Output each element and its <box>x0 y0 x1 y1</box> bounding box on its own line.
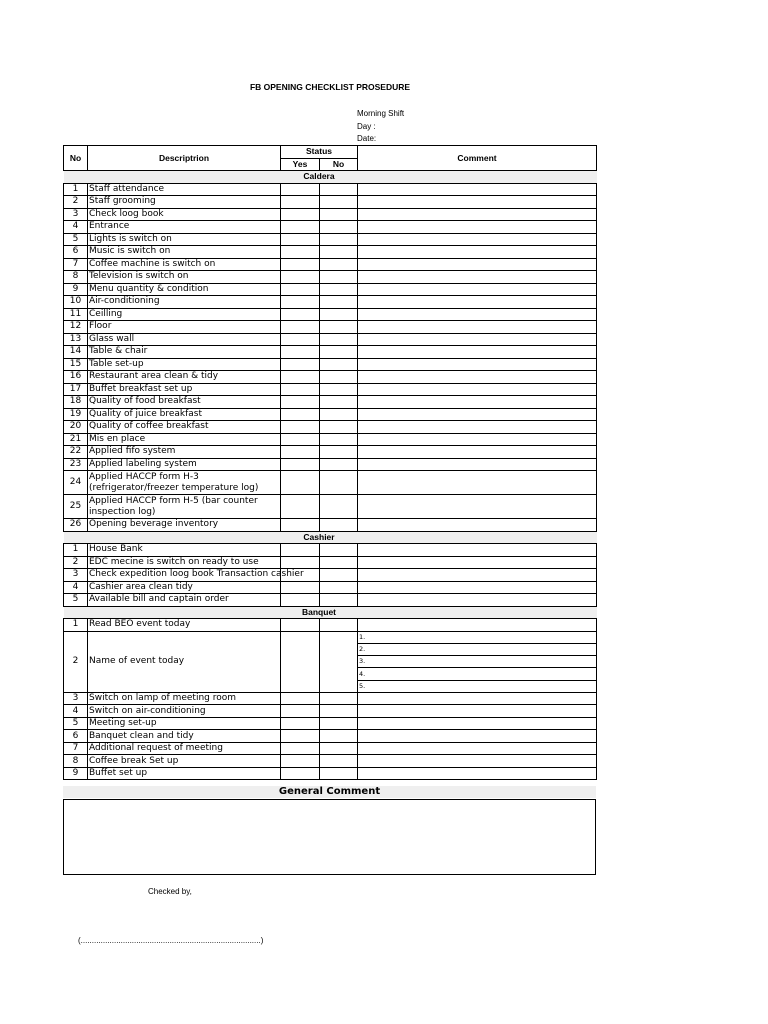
table-row <box>64 692 597 705</box>
row-number: 4 <box>64 221 88 234</box>
status-no-cell[interactable] <box>320 619 358 632</box>
status-no-cell[interactable] <box>320 308 358 321</box>
status-no-cell[interactable] <box>320 221 358 234</box>
header-comment: Comment <box>358 146 597 171</box>
row-description: Meeting set-up <box>88 717 281 730</box>
status-yes-cell[interactable] <box>281 471 320 495</box>
status-no-cell[interactable] <box>320 519 358 532</box>
comment-cell[interactable] <box>358 730 597 743</box>
status-no-cell[interactable] <box>320 196 358 209</box>
row-number: 26 <box>64 519 88 532</box>
status-no-cell[interactable] <box>320 321 358 334</box>
day-field[interactable]: Day : <box>357 121 376 131</box>
status-no-cell[interactable] <box>320 246 358 259</box>
comment-cell[interactable] <box>358 544 597 557</box>
row-number: 14 <box>64 346 88 359</box>
status-no-cell[interactable] <box>320 371 358 384</box>
status-no-cell[interactable] <box>320 283 358 296</box>
table-row <box>64 495 597 519</box>
event-comment-line[interactable]: 2. <box>358 643 597 655</box>
status-yes-cell[interactable] <box>281 271 320 284</box>
row-description: Applied fifo system <box>88 446 281 459</box>
row-number: 1 <box>64 183 88 196</box>
status-yes-cell[interactable] <box>281 705 320 718</box>
header-no: No <box>64 146 88 171</box>
section-spacer <box>358 606 597 619</box>
status-no-cell[interactable] <box>320 446 358 459</box>
row-number: 19 <box>64 408 88 421</box>
table-row <box>64 544 597 557</box>
row-number: 24 <box>64 471 88 495</box>
comment-cell[interactable] <box>358 495 597 519</box>
row-description: Glass wall <box>88 333 281 346</box>
comment-cell[interactable] <box>358 246 597 259</box>
table-row <box>64 246 597 259</box>
shift-info <box>357 108 404 146</box>
comment-cell[interactable] <box>358 705 597 718</box>
general-comment-title: General Comment <box>63 786 596 798</box>
status-no-cell[interactable] <box>320 594 358 607</box>
row-number: 13 <box>64 333 88 346</box>
status-no-cell[interactable] <box>320 717 358 730</box>
status-no-cell[interactable] <box>320 631 358 692</box>
comment-cell[interactable] <box>358 767 597 780</box>
status-no-cell[interactable] <box>320 755 358 768</box>
row-description: Applied labeling system <box>88 458 281 471</box>
table-row <box>64 333 597 346</box>
status-yes-cell[interactable] <box>281 767 320 780</box>
row-description: Mis en place <box>88 433 281 446</box>
table-row <box>64 767 597 780</box>
row-description: Television is switch on <box>88 271 281 284</box>
comment-cell[interactable] <box>358 519 597 532</box>
comment-cell[interactable] <box>358 471 597 495</box>
status-yes-cell[interactable] <box>281 408 320 421</box>
status-yes-cell[interactable] <box>281 495 320 519</box>
comment-cell[interactable] <box>358 619 597 632</box>
status-no-cell[interactable] <box>320 705 358 718</box>
status-no-cell[interactable] <box>320 544 358 557</box>
status-no-cell[interactable] <box>320 333 358 346</box>
header-no-status: No <box>320 158 358 171</box>
status-no-cell[interactable] <box>320 730 358 743</box>
row-description: Additional request of meeting <box>88 742 281 755</box>
comment-cell[interactable] <box>358 396 597 409</box>
table-row <box>64 581 597 594</box>
section-header-caldera <box>64 171 597 184</box>
row-number: 2 <box>64 196 88 209</box>
status-yes-cell[interactable] <box>281 321 320 334</box>
row-description: Floor <box>88 321 281 334</box>
status-no-cell[interactable] <box>320 458 358 471</box>
comment-cell[interactable] <box>358 346 597 359</box>
status-no-cell[interactable] <box>320 183 358 196</box>
row-number: 6 <box>64 246 88 259</box>
status-no-cell[interactable] <box>320 233 358 246</box>
comment-cell[interactable] <box>358 556 597 569</box>
status-yes-cell[interactable] <box>281 446 320 459</box>
table-row <box>64 742 597 755</box>
row-description: Table & chair <box>88 346 281 359</box>
status-yes-cell[interactable] <box>281 333 320 346</box>
row-number: 8 <box>64 755 88 768</box>
table-row <box>64 433 597 446</box>
status-no-cell[interactable] <box>320 742 358 755</box>
comment-cell[interactable] <box>358 755 597 768</box>
row-description: Check loog book <box>88 208 281 221</box>
section-spacer <box>88 171 281 184</box>
table-row <box>64 321 597 334</box>
row-number: 15 <box>64 358 88 371</box>
status-no-cell[interactable] <box>320 258 358 271</box>
event-comment-line[interactable]: 4. <box>358 668 597 680</box>
row-description: Coffee break Set up <box>88 755 281 768</box>
comment-cell[interactable] <box>358 308 597 321</box>
row-number: 4 <box>64 705 88 718</box>
row-number: 11 <box>64 308 88 321</box>
row-number: 5 <box>64 717 88 730</box>
status-yes-cell[interactable] <box>281 631 320 692</box>
row-description: Quality of food breakfast <box>88 396 281 409</box>
row-number: 3 <box>64 208 88 221</box>
event-comment-line[interactable]: 5. <box>358 680 597 692</box>
section-header-cashier <box>64 531 597 544</box>
comment-cell[interactable] <box>358 321 597 334</box>
row-number: 20 <box>64 421 88 434</box>
row-description: Table set-up <box>88 358 281 371</box>
table-row <box>64 519 597 532</box>
status-no-cell[interactable] <box>320 421 358 434</box>
comment-cell[interactable] <box>358 258 597 271</box>
row-description: EDC mecine is switch on ready to use <box>88 556 281 569</box>
section-spacer <box>64 171 88 184</box>
section-title-caldera: Caldera <box>281 171 358 184</box>
row-description: Applied HACCP form H-5 (bar counter inspection log) <box>88 495 281 519</box>
row-number: 23 <box>64 458 88 471</box>
row-number: 18 <box>64 396 88 409</box>
section-spacer <box>88 606 281 619</box>
table-row <box>64 208 597 221</box>
comment-cell[interactable] <box>358 458 597 471</box>
table-row <box>64 358 597 371</box>
row-description: Quality of juice breakfast <box>88 408 281 421</box>
header-status: Status <box>281 146 358 159</box>
row-description: Menu quantity & condition <box>88 283 281 296</box>
row-description: Quality of coffee breakfast <box>88 421 281 434</box>
row-description: Music is switch on <box>88 246 281 259</box>
comment-cell[interactable] <box>358 208 597 221</box>
status-yes-cell[interactable] <box>281 433 320 446</box>
row-description: Lights is switch on <box>88 233 281 246</box>
status-no-cell[interactable] <box>320 569 358 582</box>
status-yes-cell[interactable] <box>281 246 320 259</box>
row-number: 16 <box>64 371 88 384</box>
page-title: FB OPENING CHECKLIST PROSEDURE <box>249 82 411 92</box>
table-row <box>64 283 597 296</box>
row-description: Switch on air-conditioning <box>88 705 281 718</box>
row-description: Applied HACCP form H-3 (refrigerator/freezer temperature log) <box>88 471 281 495</box>
table-row <box>64 755 597 768</box>
row-number: 7 <box>64 258 88 271</box>
status-no-cell[interactable] <box>320 581 358 594</box>
section-spacer <box>358 531 597 544</box>
table-row <box>64 271 597 284</box>
status-no-cell[interactable] <box>320 556 358 569</box>
comment-cell[interactable] <box>358 358 597 371</box>
status-no-cell[interactable] <box>320 408 358 421</box>
table-row <box>64 569 597 582</box>
table-row <box>64 296 597 309</box>
table-row <box>64 396 597 409</box>
row-description: Read BEO event today <box>88 619 281 632</box>
row-number: 2 <box>64 556 88 569</box>
status-yes-cell[interactable] <box>281 183 320 196</box>
status-no-cell[interactable] <box>320 692 358 705</box>
status-yes-cell[interactable] <box>281 421 320 434</box>
table-row <box>64 471 597 495</box>
table-row <box>64 594 597 607</box>
row-description: Ceilling <box>88 308 281 321</box>
row-number: 21 <box>64 433 88 446</box>
status-yes-cell[interactable] <box>281 196 320 209</box>
row-number: 17 <box>64 383 88 396</box>
comment-cell[interactable] <box>358 233 597 246</box>
table-row <box>64 556 597 569</box>
table-row <box>64 258 597 271</box>
row-number: 2 <box>64 631 88 692</box>
status-no-cell[interactable] <box>320 208 358 221</box>
section-spacer <box>64 606 88 619</box>
table-row <box>64 221 597 234</box>
row-number: 7 <box>64 742 88 755</box>
comment-cell[interactable] <box>358 569 597 582</box>
comment-cell[interactable] <box>358 581 597 594</box>
table-row <box>64 371 597 384</box>
checklist-body <box>64 171 597 780</box>
comment-cell[interactable] <box>358 221 597 234</box>
table-row <box>64 183 597 196</box>
row-number: 10 <box>64 296 88 309</box>
row-description: Buffet breakfast set up <box>88 383 281 396</box>
row-description: Cashier area clean tidy <box>88 581 281 594</box>
comment-cell[interactable] <box>358 271 597 284</box>
status-yes-cell[interactable] <box>281 221 320 234</box>
comment-cell[interactable] <box>358 742 597 755</box>
table-row <box>64 196 597 209</box>
shift-label: Morning Shift <box>357 109 405 118</box>
status-yes-cell[interactable] <box>281 730 320 743</box>
status-yes-cell[interactable] <box>281 396 320 409</box>
row-number: 8 <box>64 271 88 284</box>
event-comment-line[interactable]: 1. <box>358 631 597 643</box>
row-number: 9 <box>64 767 88 780</box>
row-number: 9 <box>64 283 88 296</box>
status-yes-cell[interactable] <box>281 519 320 532</box>
comment-cell[interactable] <box>358 717 597 730</box>
row-description: Staff attendance <box>88 183 281 196</box>
section-title-cashier: Cashier <box>281 531 358 544</box>
status-yes-cell[interactable] <box>281 544 320 557</box>
row-description: Buffet set up <box>88 767 281 780</box>
row-description: House Bank <box>88 544 281 557</box>
status-yes-cell[interactable] <box>281 283 320 296</box>
row-number: 3 <box>64 692 88 705</box>
status-yes-cell[interactable] <box>281 581 320 594</box>
row-number: 4 <box>64 581 88 594</box>
row-description: Banquet clean and tidy <box>88 730 281 743</box>
row-number: 5 <box>64 233 88 246</box>
table-row <box>64 346 597 359</box>
table-row <box>64 730 597 743</box>
section-title-banquet: Banquet <box>281 606 358 619</box>
status-yes-cell[interactable] <box>281 619 320 632</box>
row-description: Coffee machine is switch on <box>88 258 281 271</box>
row-description: Restaurant area clean & tidy <box>88 371 281 384</box>
status-yes-cell[interactable] <box>281 692 320 705</box>
status-yes-cell[interactable] <box>281 371 320 384</box>
section-header-banquet <box>64 606 597 619</box>
status-no-cell[interactable] <box>320 358 358 371</box>
status-no-cell[interactable] <box>320 271 358 284</box>
status-yes-cell[interactable] <box>281 308 320 321</box>
row-description: Opening beverage inventory <box>88 519 281 532</box>
general-comment-box[interactable] <box>63 799 596 875</box>
row-description: Name of event today <box>88 631 281 692</box>
table-row <box>64 308 597 321</box>
row-description: Switch on lamp of meeting room <box>88 692 281 705</box>
row-number: 22 <box>64 446 88 459</box>
table-row <box>64 631 597 643</box>
status-yes-cell[interactable] <box>281 296 320 309</box>
table-row <box>64 717 597 730</box>
status-yes-cell[interactable] <box>281 233 320 246</box>
status-no-cell[interactable] <box>320 383 358 396</box>
table-row <box>64 383 597 396</box>
comment-cell[interactable] <box>358 383 597 396</box>
row-description: Entrance <box>88 221 281 234</box>
comment-cell[interactable] <box>358 692 597 705</box>
comment-cell[interactable] <box>358 333 597 346</box>
table-row <box>64 408 597 421</box>
comment-cell[interactable] <box>358 594 597 607</box>
row-number: 3 <box>64 569 88 582</box>
row-number: 6 <box>64 730 88 743</box>
comment-cell[interactable] <box>358 183 597 196</box>
section-spacer <box>64 531 88 544</box>
status-no-cell[interactable] <box>320 433 358 446</box>
status-yes-cell[interactable] <box>281 755 320 768</box>
table-row <box>64 619 597 632</box>
row-number: 25 <box>64 495 88 519</box>
status-yes-cell[interactable] <box>281 717 320 730</box>
comment-cell[interactable] <box>358 283 597 296</box>
row-description: Staff grooming <box>88 196 281 209</box>
checklist-table <box>63 145 597 780</box>
status-yes-cell[interactable] <box>281 258 320 271</box>
checked-by-label: Checked by, <box>148 887 192 896</box>
status-no-cell[interactable] <box>320 296 358 309</box>
row-description: Check expedition loog book Transaction cashier <box>89 569 304 580</box>
comment-cell[interactable] <box>358 296 597 309</box>
comment-cell[interactable] <box>358 446 597 459</box>
row-number: 1 <box>64 619 88 632</box>
status-no-cell[interactable] <box>320 346 358 359</box>
row-number: 12 <box>64 321 88 334</box>
header-description: Descriptrion <box>88 146 281 171</box>
date-field[interactable]: Date: <box>357 134 377 143</box>
status-yes-cell[interactable] <box>281 358 320 371</box>
table-row <box>64 421 597 434</box>
header-yes: Yes <box>281 158 320 171</box>
table-row <box>64 705 597 718</box>
status-no-cell[interactable] <box>320 767 358 780</box>
table-row <box>64 446 597 459</box>
status-yes-cell[interactable] <box>281 742 320 755</box>
status-no-cell[interactable] <box>320 471 358 495</box>
section-spacer <box>88 531 281 544</box>
status-yes-cell[interactable] <box>281 458 320 471</box>
row-description: Available bill and captain order <box>88 594 281 607</box>
comment-cell[interactable] <box>358 421 597 434</box>
table-row <box>64 233 597 246</box>
status-yes-cell[interactable] <box>281 556 320 569</box>
event-comment-line[interactable]: 3. <box>358 656 597 668</box>
status-yes-cell[interactable] <box>281 594 320 607</box>
row-number: 1 <box>64 544 88 557</box>
comment-cell[interactable] <box>358 371 597 384</box>
section-spacer <box>358 171 597 184</box>
comment-cell[interactable] <box>358 433 597 446</box>
signature-line[interactable]: (.................................................................................) <box>78 936 264 945</box>
status-no-cell[interactable] <box>320 495 358 519</box>
table-row <box>64 458 597 471</box>
status-no-cell[interactable] <box>320 396 358 409</box>
comment-cell[interactable] <box>358 408 597 421</box>
status-yes-cell[interactable] <box>281 346 320 359</box>
status-yes-cell[interactable] <box>281 383 320 396</box>
status-yes-cell[interactable] <box>281 208 320 221</box>
comment-cell[interactable] <box>358 196 597 209</box>
row-description: Air-conditioning <box>88 296 281 309</box>
row-number: 5 <box>64 594 88 607</box>
